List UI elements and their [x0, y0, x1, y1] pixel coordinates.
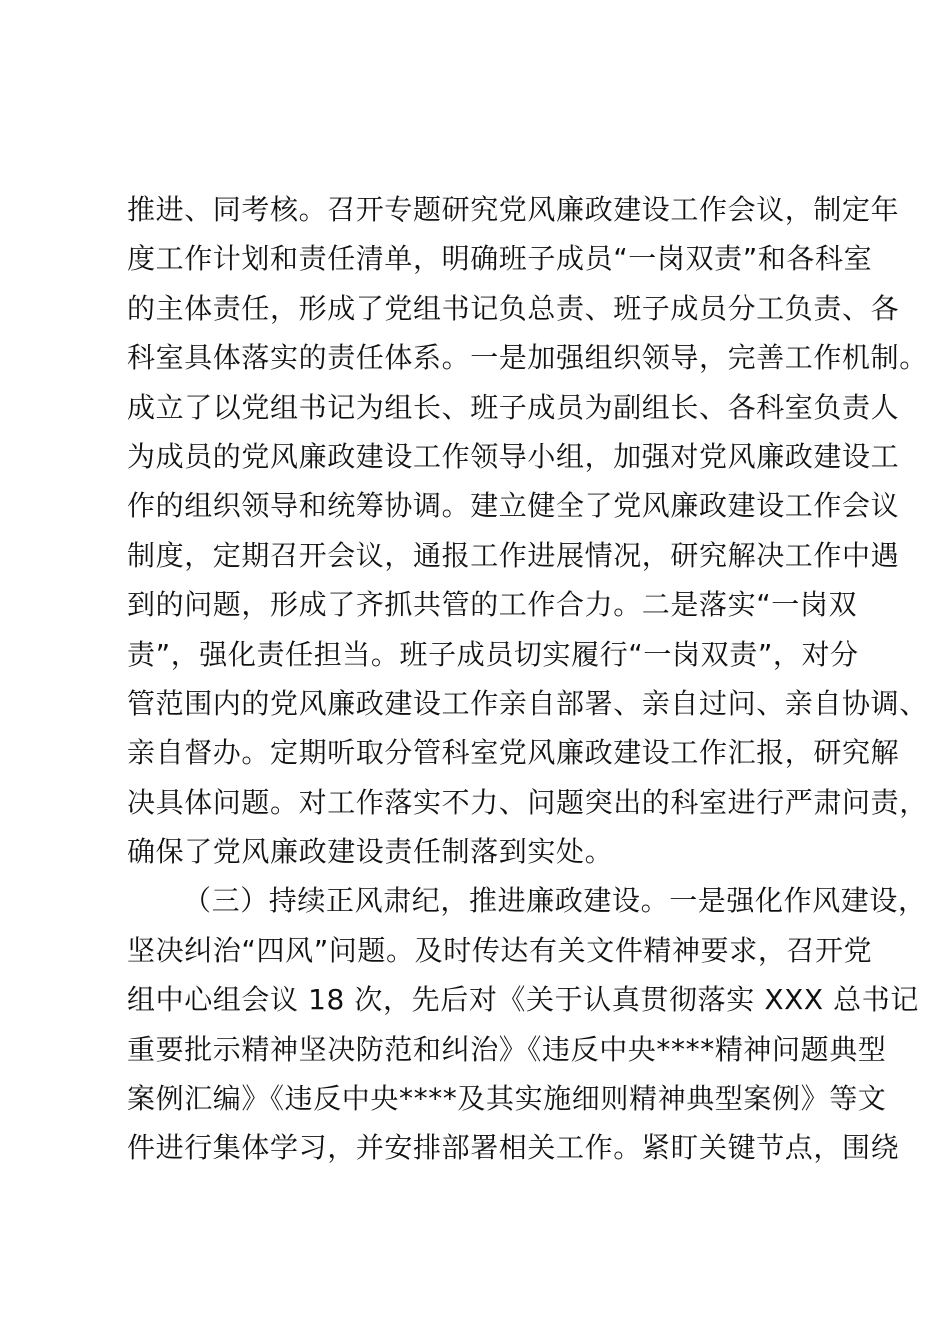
- section-heading-line: （三）持续正风肃纪，推进廉政建设。一是强化作风建设，: [183, 884, 927, 918]
- text-line: 成立了以党组书记为组长、班子成员为副组长、各科室负责人: [127, 390, 900, 424]
- text-line: 的主体责任，形成了党组书记负总责、班子成员分工负责、各: [127, 291, 900, 325]
- text-line: 为成员的党风廉政建设工作领导小组，加强对党风廉政建设工: [127, 439, 900, 473]
- text-line: 到的问题，形成了齐抓共管的工作合力。二是落实“一岗双: [127, 588, 858, 622]
- text-line: 坚决纠治“四风”问题。及时传达有关文件精神要求，召开党: [127, 933, 873, 967]
- text-line: 科室具体落实的责任体系。一是加强组织领导，完善工作机制。: [127, 341, 928, 375]
- text-line: 管范围内的党风廉政建设工作亲自部署、亲自过问、亲自协调、: [127, 686, 928, 720]
- text-line: 作的组织领导和统筹协调。建立健全了党风廉政建设工作会议: [127, 489, 900, 523]
- text-line: 亲自督办。定期听取分管科室党风廉政建设工作汇报，研究解: [127, 736, 900, 770]
- text-line: 确保了党风廉政建设责任制落到实处。: [127, 835, 614, 869]
- text-line: 度工作计划和责任清单，明确班子成员“一岗双责”和各科室: [127, 242, 873, 276]
- text-line: 重要批示精神坚决防范和纠治》《违反中央****精神问题典型: [127, 1032, 887, 1066]
- text-line: 推进、同考核。召开专题研究党风廉政建设工作会议，制定年: [127, 193, 900, 226]
- text-line: 案例汇编》《违反中央****及其实施细则精神典型案例》等文: [127, 1082, 887, 1116]
- text-line: 制度，定期召开会议，通报工作进展情况，研究解决工作中遇: [127, 538, 900, 572]
- text-line: 决具体问题。对工作落实不力、问题突出的科室进行严肃问责，: [127, 785, 928, 819]
- body-text: [127, 185, 928, 1173]
- text-line: 件进行集体学习，并安排部署相关工作。紧盯关键节点，围绕: [127, 1131, 900, 1165]
- text-line: 责”，强化责任担当。班子成员切实履行“一岗双责”，对分: [127, 637, 859, 671]
- text-line: 组中心组会议 18 次，先后对《关于认真贯彻落实 XXX 总书记: [127, 983, 919, 1017]
